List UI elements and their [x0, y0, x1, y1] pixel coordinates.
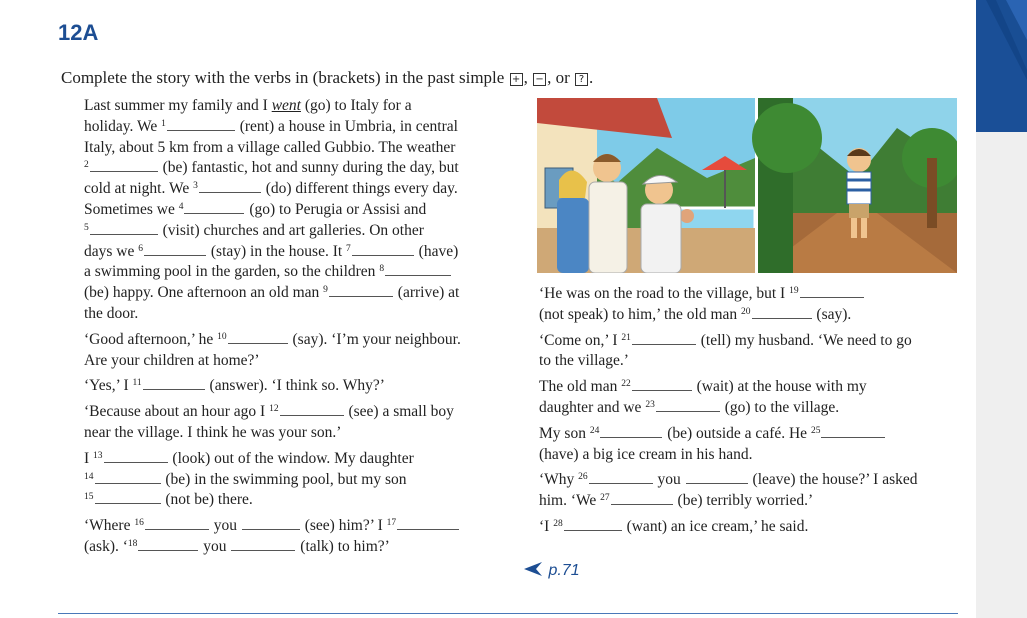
answer-blank[interactable]: [228, 330, 288, 344]
story-text: (leave) the house?’ I asked: [748, 471, 918, 489]
story-text: (tell) my husband. ‘We need to go: [696, 331, 912, 349]
story-line: [539, 491, 954, 512]
plus-box-icon: +: [510, 73, 523, 86]
story-text: (go) to the village.: [720, 398, 840, 416]
story-text: Last summer my family and I: [84, 97, 272, 114]
story-text: (say).: [812, 305, 852, 323]
story-line: [84, 242, 504, 263]
gap-number: 15: [84, 492, 94, 503]
gap-number: 8: [379, 264, 385, 275]
story-text: (not be) there.: [161, 491, 253, 509]
story-text: Are your children at home?’: [84, 351, 260, 369]
gap-number: 12: [269, 404, 279, 415]
story-text: near the village. I think he was your son.’: [84, 423, 342, 441]
story-text-right: [539, 284, 954, 538]
story-line: [84, 330, 504, 351]
old-man-body: [641, 204, 681, 273]
story-line: [539, 331, 954, 352]
story-text: (visit) churches and art galleries. On other: [158, 221, 424, 239]
section-title: 12A: [58, 20, 99, 45]
story-text: daughter and we: [539, 398, 646, 416]
example-answer: went: [271, 97, 301, 114]
story-line: [84, 221, 504, 242]
story-line: [84, 351, 504, 372]
story-text: I: [84, 449, 94, 467]
story-text: (go) to Italy for a: [300, 97, 412, 114]
gap-number: 21: [621, 332, 631, 343]
answer-blank[interactable]: [145, 516, 209, 530]
gap-number: 1: [161, 118, 166, 129]
gap-number: 2: [84, 160, 89, 171]
minus-box-icon: −: [533, 73, 546, 86]
answer-blank[interactable]: [242, 516, 300, 530]
gap-number: 16: [134, 518, 144, 529]
answer-blank[interactable]: [90, 221, 158, 235]
answer-blank[interactable]: [589, 470, 653, 484]
story-line: [84, 283, 504, 304]
story-text: ‘He was on the road to the village, but I: [539, 285, 790, 302]
gap-number: 6: [138, 243, 143, 254]
instruction-text: Complete the story with the verbs in (brackets) in the past simple: [61, 68, 505, 87]
story-line: [84, 376, 504, 397]
story-line: [84, 138, 504, 159]
page-reference[interactable]: [524, 562, 580, 580]
story-text: Italy, about 5 km from a village called Gubbio. The weather: [84, 138, 456, 156]
story-line: [84, 262, 504, 283]
answer-blank[interactable]: [95, 490, 161, 504]
story-line: [539, 445, 954, 466]
answer-blank[interactable]: [385, 262, 451, 276]
story-line: [84, 402, 504, 423]
story-line: [84, 537, 504, 558]
answer-blank[interactable]: [686, 470, 748, 484]
story-line: [539, 470, 954, 491]
story-line: [539, 377, 954, 398]
story-text: cold at night. We: [84, 180, 194, 198]
instructions: Complete the story with the verbs in (brackets) in the past simple + , − , or ? .: [61, 68, 594, 87]
story-text: (arrive) at: [393, 284, 460, 302]
story-text: (want) an ice cream,’ he said.: [622, 517, 809, 535]
story-line: [539, 351, 954, 372]
gap-number: 9: [323, 285, 328, 296]
story-text: The old man: [539, 378, 622, 396]
answer-blank[interactable]: [800, 284, 864, 298]
gap-number: 18: [127, 538, 138, 549]
answer-blank[interactable]: [632, 377, 692, 391]
story-line: [84, 470, 504, 491]
answer-blank[interactable]: [397, 516, 459, 530]
gap-number: 17: [386, 518, 397, 529]
story-text: (wait) at the house with my: [692, 378, 867, 396]
answer-blank[interactable]: [564, 517, 622, 531]
answer-blank[interactable]: [352, 242, 414, 256]
gap-number: 4: [178, 201, 184, 212]
story-text: (be) in the swimming pool, but my son: [161, 470, 407, 488]
gap-number: 19: [789, 286, 799, 296]
answer-blank[interactable]: [90, 158, 158, 172]
story-line: [539, 398, 954, 419]
story-text: (go) to Perugia or Assisi and: [245, 200, 427, 218]
story-text: (look) out of the window. My daughter: [168, 449, 414, 467]
arrow-left-icon: [524, 562, 544, 576]
gap-number: 27: [600, 493, 610, 504]
question-box-icon: ?: [575, 73, 588, 86]
story-text: (be) terribly worried.’: [673, 492, 814, 510]
story-line: [84, 423, 504, 444]
gap-number: 11: [132, 378, 142, 389]
gap-number: 10: [217, 331, 227, 342]
gap-number: 24: [589, 425, 600, 436]
child-in-pool: [680, 209, 694, 223]
story-text: (talk) to him?’: [296, 537, 390, 555]
story-line: [84, 96, 504, 117]
story-text: (answer). ‘I think so. Why?’: [205, 377, 385, 395]
story-text: (stay) in the house. It: [207, 242, 347, 260]
story-text: My son: [539, 424, 590, 442]
story-text: (rent) a house in Umbria, in central: [235, 117, 458, 135]
story-line: [84, 449, 504, 470]
answer-blank[interactable]: [632, 331, 696, 345]
story-text: (see) a small boy: [344, 403, 454, 421]
story-line: [539, 517, 954, 538]
answer-blank[interactable]: [600, 424, 662, 438]
answer-blank[interactable]: [167, 117, 235, 131]
answer-blank[interactable]: [280, 402, 344, 416]
story-text: ‘Good afternoon,’ he: [84, 330, 218, 348]
story-text: (ask). ‘: [84, 537, 128, 555]
answer-blank[interactable]: [144, 242, 206, 256]
gap-number: 5: [84, 222, 89, 233]
illustration-svg: [537, 98, 957, 273]
story-text: a swimming pool in the garden, so the children: [84, 263, 380, 281]
answer-blank[interactable]: [752, 305, 812, 319]
story-text: (be) outside a café. He: [663, 424, 811, 442]
story-line: [539, 305, 954, 326]
side-tab-lower: [976, 132, 1027, 618]
story-text: (do) different things every day.: [261, 180, 458, 198]
story-line: [84, 158, 504, 179]
gap-number: 3: [193, 181, 198, 192]
story-illustration: [537, 98, 957, 273]
story-text: ‘I: [539, 517, 554, 535]
side-tab: [976, 0, 1027, 132]
story-text: ‘Where: [84, 517, 135, 535]
answer-blank[interactable]: [821, 424, 885, 438]
story-text: you: [209, 517, 241, 535]
story-text: holiday. We: [84, 117, 162, 135]
story-line: [539, 284, 954, 305]
gap-number: 20: [741, 306, 751, 317]
gap-number: 25: [810, 425, 821, 436]
story-text: ‘Because about an hour ago I: [84, 403, 270, 421]
story-text: (have): [414, 242, 459, 260]
answer-blank[interactable]: [329, 283, 393, 297]
answer-blank[interactable]: [199, 179, 261, 193]
story-line: [84, 117, 504, 138]
story-line: [84, 304, 504, 325]
answer-blank[interactable]: [611, 491, 673, 505]
story-line: [84, 516, 504, 537]
answer-blank[interactable]: [143, 376, 205, 390]
story-text: (say). ‘I’m your neighbour.: [288, 330, 461, 348]
gap-number: 13: [93, 450, 103, 461]
gap-number: 14: [84, 471, 94, 482]
story-text: (have) a big ice cream in his hand.: [539, 445, 753, 463]
story-text: Sometimes we: [84, 200, 179, 218]
answer-blank[interactable]: [231, 537, 295, 551]
father-body: [589, 182, 627, 273]
gap-number: 22: [621, 379, 631, 390]
story-text: you: [653, 471, 685, 489]
story-text: (be) happy. One afternoon an old man: [84, 284, 324, 302]
gap-number: 7: [346, 243, 351, 254]
page-reference-text: p.71: [548, 562, 580, 579]
answer-blank[interactable]: [656, 398, 720, 412]
mother-body: [557, 198, 589, 273]
gap-number: 26: [578, 472, 588, 483]
story-line: [84, 179, 504, 200]
story-text: ‘Why: [539, 471, 579, 489]
story-text: ‘Come on,’ I: [539, 331, 622, 349]
story-text: ‘Yes,’ I: [84, 377, 133, 395]
story-line: [84, 490, 504, 511]
story-text: the door.: [84, 304, 139, 322]
answer-blank[interactable]: [184, 200, 244, 214]
answer-blank[interactable]: [95, 470, 161, 484]
story-text: days we: [84, 242, 139, 260]
story-line: [539, 424, 954, 445]
story-text: (see) him?’ I: [300, 517, 387, 535]
answer-blank[interactable]: [138, 537, 198, 551]
story-text: (not speak) to him,’ the old man: [539, 305, 742, 323]
story-text: you: [199, 537, 231, 555]
story-text-left: [84, 96, 504, 558]
gap-number: 28: [553, 518, 563, 529]
story-text: him. ‘We: [539, 492, 601, 510]
gap-number: 23: [645, 399, 655, 410]
story-text: (be) fantastic, hot and sunny during the day, but: [158, 159, 459, 177]
boy-shirt: [847, 172, 871, 204]
story-line: [84, 200, 504, 221]
bottom-rule: [58, 613, 958, 614]
answer-blank[interactable]: [104, 449, 168, 463]
story-text: to the village.’: [539, 352, 629, 370]
